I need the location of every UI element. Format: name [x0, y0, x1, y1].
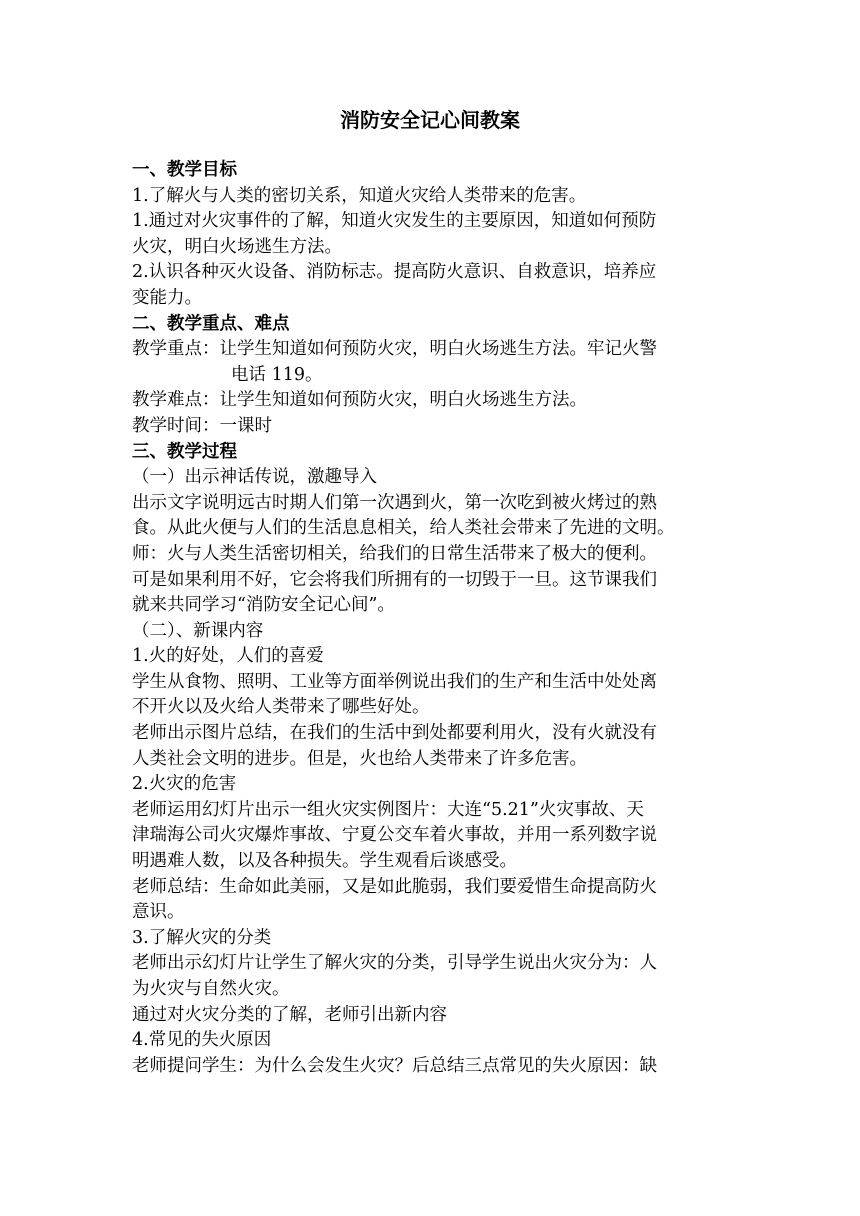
section-heading: 一、教学目标: [132, 160, 237, 180]
text-line: 学生从食物、照明、工业等方面举例说出我们的生产和生活中处处离: [132, 671, 657, 692]
text-line: 3.了解火灾的分类: [132, 927, 272, 948]
section-heading: 二、教学重点、难点: [132, 313, 290, 334]
text-line: 老师运用幻灯片出示一组火灾实例图片：大连“5.21”火灾事故、天: [132, 799, 644, 820]
text-line: 老师提问学生：为什么会发生火灾？后总结三点常见的失火原因：缺: [132, 1055, 657, 1076]
text-line: 师：火与人类生活密切相关，给我们的日常生活带来了极大的便利。: [132, 543, 657, 564]
text-line: 老师出示幻灯片让学生了解火灾的分类，引导学生说出火灾分为：人: [132, 953, 657, 974]
text-line: 1.了解火与人类的密切关系，知道火灾给人类带来的危害。: [132, 185, 587, 206]
text-line: 1.通过对火灾事件的了解，知道火灾发生的主要原因，知道如何预防: [132, 211, 657, 232]
text-line: （一）出示神话传说，激趣导入: [132, 467, 377, 488]
text-line: 不开火以及火给人类带来了哪些好处。: [132, 697, 430, 718]
text-line: 教学难点：让学生知道如何预防火灾，明白火场逃生方法。: [132, 390, 587, 411]
text-line: 教学时间：一课时: [132, 415, 272, 436]
text-line: （二）、新课内容: [132, 620, 264, 641]
document-title: 消防安全记心间教案: [340, 108, 520, 132]
text-line: 为火灾与自然火灾。: [132, 979, 290, 999]
text-line: 1.火的好处，人们的喜爱: [132, 646, 324, 667]
text-line: 4.常见的失火原因: [132, 1030, 272, 1051]
text-line: 教学重点：让学生知道如何预防火灾，明白火场逃生方法。牢记火警: [132, 339, 657, 360]
text-line: 意识。: [132, 902, 185, 923]
document-body: [132, 158, 732, 1079]
text-line: 人类社会文明的进步。但是，火也给人类带来了许多危害。: [132, 748, 587, 769]
text-line: 老师出示图片总结，在我们的生活中到处都要利用火，没有火就没有: [132, 723, 657, 744]
text-line: 变能力。: [132, 287, 202, 308]
section-heading: 三、教学过程: [132, 441, 237, 462]
text-line: 通过对火灾分类的了解，老师引出新内容: [132, 1004, 447, 1025]
text-line: 就来共同学习“消防安全记心间”。: [132, 595, 395, 616]
text-line: 火灾，明白火场逃生方法。: [132, 236, 342, 257]
text-line: 2.火灾的危害: [132, 774, 237, 795]
text-line: 老师总结：生命如此美丽，又是如此脆弱，我们要爱惜生命提高防火: [132, 876, 657, 897]
text-line: 津瑞海公司火灾爆炸事故、宁夏公交车着火事故，并用一系列数字说: [132, 825, 657, 846]
text-line: 明遇难人数，以及各种损失。学生观看后谈感受。: [132, 851, 517, 872]
text-line: 出示文字说明远古时期人们第一次遇到火，第一次吃到被火烤过的熟: [132, 492, 657, 513]
text-line: 可是如果利用不好，它会将我们所拥有的一切毁于一旦。这节课我们: [132, 569, 657, 590]
text-line: 电话 119。: [231, 364, 323, 385]
text-line: 食。从此火便与人们的生活息息相关，给人类社会带来了先进的文明。: [132, 518, 675, 539]
text-line: 2.认识各种灭火设备、消防标志。提高防火意识、自救意识，培养应: [132, 262, 657, 283]
